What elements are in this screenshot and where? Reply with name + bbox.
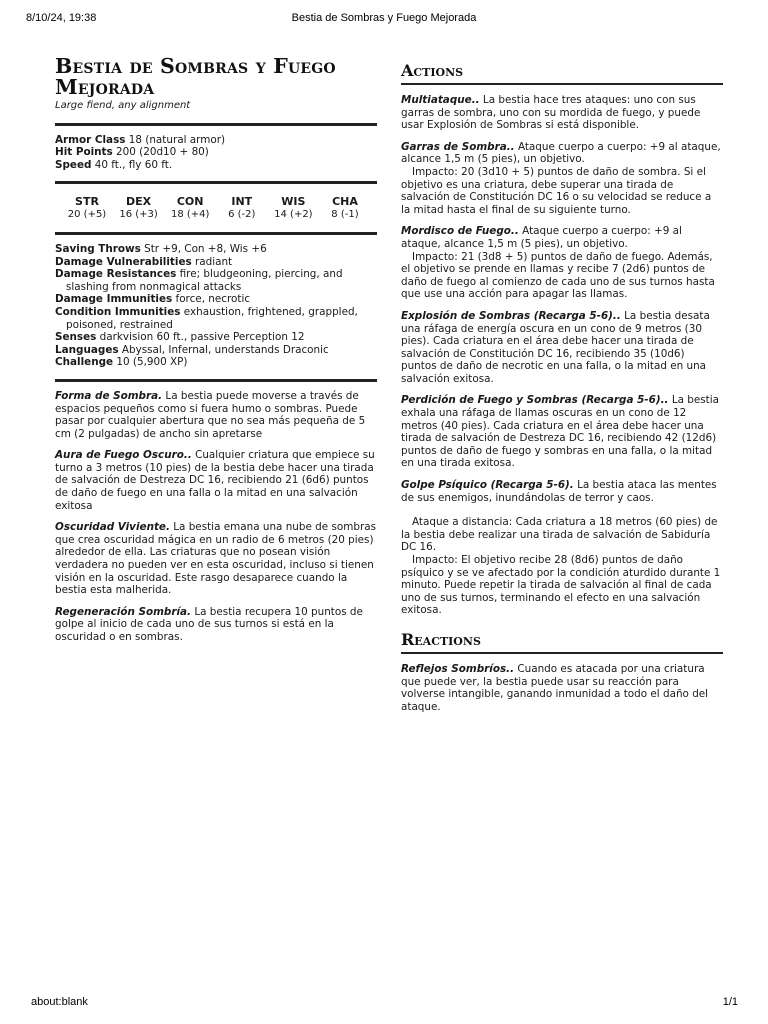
challenge: Challenge 10 (5,900 XP) bbox=[55, 356, 188, 369]
action-golpe-psiquico: Golpe Psíquico (Recarga 5-6). La bestia ataca las mentes de sus enemigos, inundándolas de terror y caos. Ataque a distancia: Cada criatura a 18 metros (60 pies) de la bestia debe realizar una tirada de salvación de Sabiduría DC 16. Impacto: El objetivo recibe 28 (8d6) puntos de daño psíquico y se ve afectado por la condición aturdido durante 1 minuto. Puede repetir la tirada de salvación al final de cada uno de sus turnos, terminando el efecto en una salvación exitosa. bbox=[401, 479, 723, 617]
ability-cha: CHA 8 (-1) bbox=[331, 195, 359, 221]
creature-name bbox=[55, 56, 377, 98]
creature-type: Large fiend, any alignment bbox=[55, 100, 191, 111]
action-multiataque: Multiataque.. La bestia hace tres ataques: uno con sus garras de sombra, uno con su mordida de fuego, y puede usar Explosión de Sombras si está disponible. bbox=[401, 94, 701, 132]
action-garras-de-sombra: Garras de Sombra.. Ataque cuerpo a cuerpo: +9 al ataque, alcance 1,5 m (5 pies), un objetivo. Impacto: 20 (3d10 + 5) puntos de daño de sombra. Si el objetivo es una criatura, debe superar una tirada de salvación de Constitución DC 16 o su velocidad se reduce a la mitad hasta el final de su siguiente turno. bbox=[401, 141, 723, 217]
action-explosion-de-sombras: Explosión de Sombras (Recarga 5-6).. La bestia desata una ráfaga de energía oscura en un cono de 9 metros (30 pies). Cada criatura en el área debe hacer una tirada de salvación de Constitución DC 16, recibiendo 35 (10d6) puntos de daño de necrotic en una falla, o la mitad en una salvación exitosa. bbox=[401, 309, 710, 385]
reaction-reflejos-sombrios: Reflejos Sombríos.. Cuando es atacada por una criatura que puede ver, la bestia puede usar su reacción para volverse intangible, ganando inmunidad a todo el daño del ataque. bbox=[401, 662, 709, 713]
hit-points: Hit Points 200 (20d10 + 80) bbox=[55, 146, 209, 159]
action-perdicion-de-fuego: Perdición de Fuego y Sombras (Recarga 5-6).. La bestia exhala una ráfaga de llamas oscuras en un cono de 12 metros (40 pies). Cada criatura en el área debe hacer una tirada de salvación de Destreza DC 16, recibiendo 42 (12d6) puntos de daño de fuego y sombras en una falla, o la mitad en una tirada exitosa. bbox=[401, 394, 720, 470]
divider bbox=[55, 379, 377, 382]
divider bbox=[55, 181, 377, 184]
ability-dex: DEX 16 (+3) bbox=[119, 195, 158, 221]
senses: Senses darkvision 60 ft., passive Perception 12 bbox=[55, 331, 305, 344]
action-golpe-impact: Impacto: El objetivo recibe 28 (8d6) puntos de daño psíquico y se ve afectado por la condición aturdido durante 1 minuto. Puede repetir la tirada de salvación al final de cada uno de sus turnos, terminando el efecto en una salvación exitosa. bbox=[401, 554, 721, 617]
trait-regeneracion-sombria: Regeneración Sombría. La bestia recupera 10 puntos de golpe al inicio de cada uno de sus turnos si está en la oscuridad o en sombras. bbox=[55, 605, 363, 643]
condition-immunities: Condition Immunities exhaustion, frightened, grappled, poisoned, restrained bbox=[55, 305, 358, 331]
damage-resistances: Damage Resistances fire; bludgeoning, piercing, and slashing from nonmagical attacks bbox=[55, 268, 343, 293]
action-garras-impact: Impacto: 20 (3d10 + 5) puntos de daño de sombra. Si el objetivo es una criatura, debe superar una tirada de salvación de Constitución DC 16 o su velocidad se reduce a la mitad hasta el final de su siguiente turno. bbox=[401, 165, 712, 216]
ability-scores bbox=[55, 192, 377, 222]
saving-throws: Saving Throws Str +9, Con +8, Wis +6 bbox=[55, 242, 267, 255]
actions-heading: Actions bbox=[401, 61, 464, 80]
trait-aura-de-fuego-oscuro: Aura de Fuego Oscuro.. Cualquier criatura que empiece su turno a 3 metros (10 pies) de la bestia debe hacer una tirada de salvación de Destreza DC 16, recibiendo 21 (6d6) puntos de daño de fuego en una falla o la mitad en una salvación exitosa bbox=[55, 449, 375, 512]
action-golpe-ranged: Ataque a distancia: Cada criatura a 18 metros (60 pies) de la bestia debe realizar una tirada de salvación de Sabiduría DC 16. bbox=[401, 516, 718, 554]
print-doc-title: Bestia de Sombras y Fuego Mejorada bbox=[291, 12, 477, 24]
damage-immunities: Damage Immunities force, necrotic bbox=[55, 293, 251, 306]
stat-block-left-column bbox=[55, 56, 377, 653]
armor-class: Armor Class 18 (natural armor) bbox=[55, 133, 226, 146]
damage-vulnerabilities: Damage Vulnerabilities radiant bbox=[55, 255, 233, 268]
print-datetime: 8/10/24, 19:38 bbox=[26, 12, 97, 24]
divider bbox=[55, 232, 377, 235]
speed: Speed 40 ft., fly 60 ft. bbox=[55, 158, 173, 171]
ability-con: CON 18 (+4) bbox=[170, 195, 210, 221]
divider bbox=[55, 123, 377, 126]
creature-name-line1: Bestia de Sombras y Fuego bbox=[55, 54, 336, 78]
languages: Languages Abyssal, Infernal, understands Draconic bbox=[55, 343, 329, 356]
stat-block-right-column bbox=[401, 62, 723, 722]
print-page-number: 1/1 bbox=[722, 996, 738, 1008]
creature-name-line2: Mejorada bbox=[55, 75, 155, 99]
ability-int: INT 6 (-2) bbox=[228, 195, 256, 221]
ability-str: STR 20 (+5) bbox=[67, 195, 107, 221]
action-mordisco-de-fuego: Mordisco de Fuego.. Ataque cuerpo a cuerpo: +9 al ataque, alcance 1,5 m (5 pies), un objetivo. Impacto: 21 (3d8 + 5) puntos de daño de fuego. Además, el objetivo se prende en llamas y recibe 7 (2d6) puntos de daño de fuego al comienzo de cada uno de sus turnos hasta que use una acción para apagar las llamas. bbox=[401, 225, 723, 301]
ability-wis: WIS 14 (+2) bbox=[274, 195, 313, 221]
reactions-heading: Reactions bbox=[401, 629, 481, 649]
actions-divider bbox=[401, 83, 723, 85]
action-mordisco-impact: Impacto: 21 (3d8 + 5) puntos de daño de fuego. Además, el objetivo se prende en llamas y recibe 7 (2d6) puntos de daño de fuego al comienzo de cada uno de sus turnos hasta que use una acción para apagar las llamas. bbox=[401, 250, 715, 301]
print-url: about:blank bbox=[31, 996, 88, 1008]
trait-forma-de-sombra: Forma de Sombra. La bestia puede moverse a través de espacios pequeños como si fuera humo o sombras. Puede pasar por cualquier abertura que no sea más pequeña de 5 cm (2 pulgadas) de ancho sin apretarse bbox=[55, 389, 366, 440]
reactions-divider bbox=[401, 652, 723, 654]
trait-oscuridad-viviente: Oscuridad Viviente. La bestia emana una nube de sombras que crea oscuridad mágica en un radio de 6 metros (20 pies) alrededor de ella. Las criaturas que no posean visión verdadera no pueden ver en esta oscuridad, incluso si tienen visión en la oscuridad. Este rasgo desaparece cuando la bestia esta malherida. bbox=[55, 521, 377, 597]
